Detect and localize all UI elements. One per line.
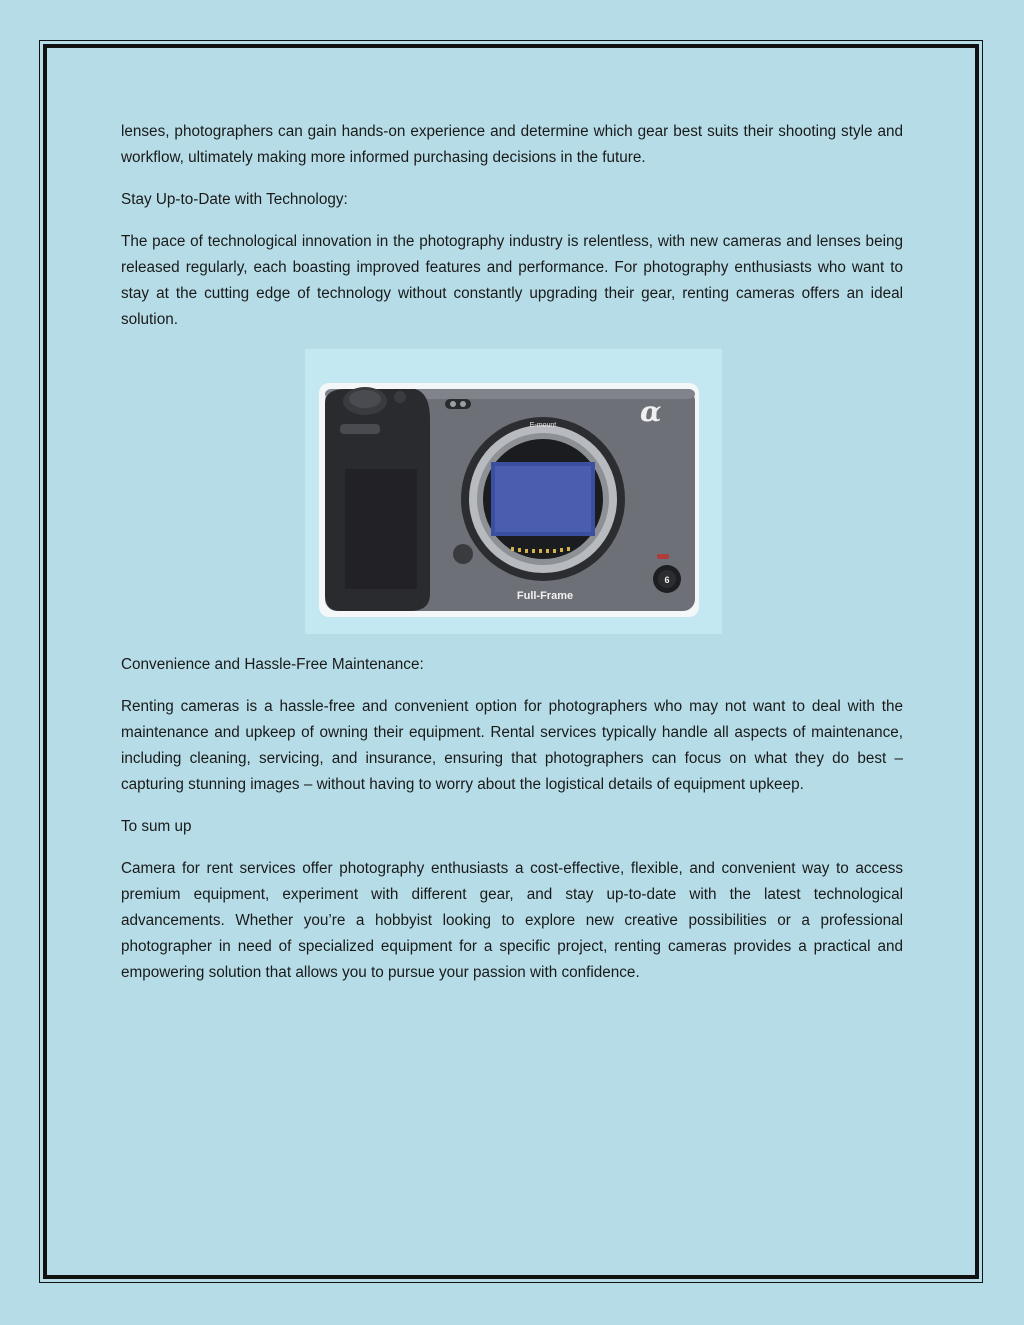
heading-stay-up-to-date: Stay Up-to-Date with Technology: <box>121 191 348 209</box>
dial-number: 6 <box>664 575 670 586</box>
paragraph-lenses: lenses, photographers can gain hands-on experience and determine which gear best suits their shooting style and workflow, ultimately making more informed purchasing decisions in the future. <box>121 123 903 166</box>
document-body <box>121 119 903 1002</box>
heading-to-sum-up: To sum up <box>121 818 192 836</box>
paragraph-conclusion: Camera for rent services offer photography enthusiasts a cost-effective, flexible, and convenient way to access premium equipment, experiment with different gear, and stay up-to-date with the latest technological advancements. Whether you’re a hobbyist looking to explore new creative possibilities or a professional photographer in need of specialized equipment for a specific project, renting cameras provides a practical and empowering solution that allows you to pursue your passion with confidence. <box>121 860 903 981</box>
paragraph-maintenance: Renting cameras is a hassle-free and convenient option for photographers who may not want to deal with the maintenance and upkeep of owning their equipment. Rental services typically handle all aspects of maintenance, including cleaning, servicing, and insurance, ensuring that photographers can focus on what they do best – capturing stunning images – without having to worry about the logistical details of equipment upkeep. <box>121 698 903 793</box>
heading-convenience: Convenience and Hassle-Free Maintenance: <box>121 656 424 674</box>
paragraph-technology: The pace of technological innovation in the photography industry is relentless, with new cameras and lenses being released regularly, each boasting improved features and performance. For photography enthusiasts who want to stay at the cutting edge of technology without constantly upgrading their gear, renting cameras offers an ideal solution. <box>121 233 903 328</box>
camera-illustration <box>305 349 722 634</box>
camera-photo <box>305 349 722 634</box>
full-frame-badge: Full-Frame <box>516 590 574 603</box>
alpha-logo: α <box>640 395 662 429</box>
mount-label: E-mount <box>529 422 557 430</box>
lens-release-button <box>453 544 473 564</box>
